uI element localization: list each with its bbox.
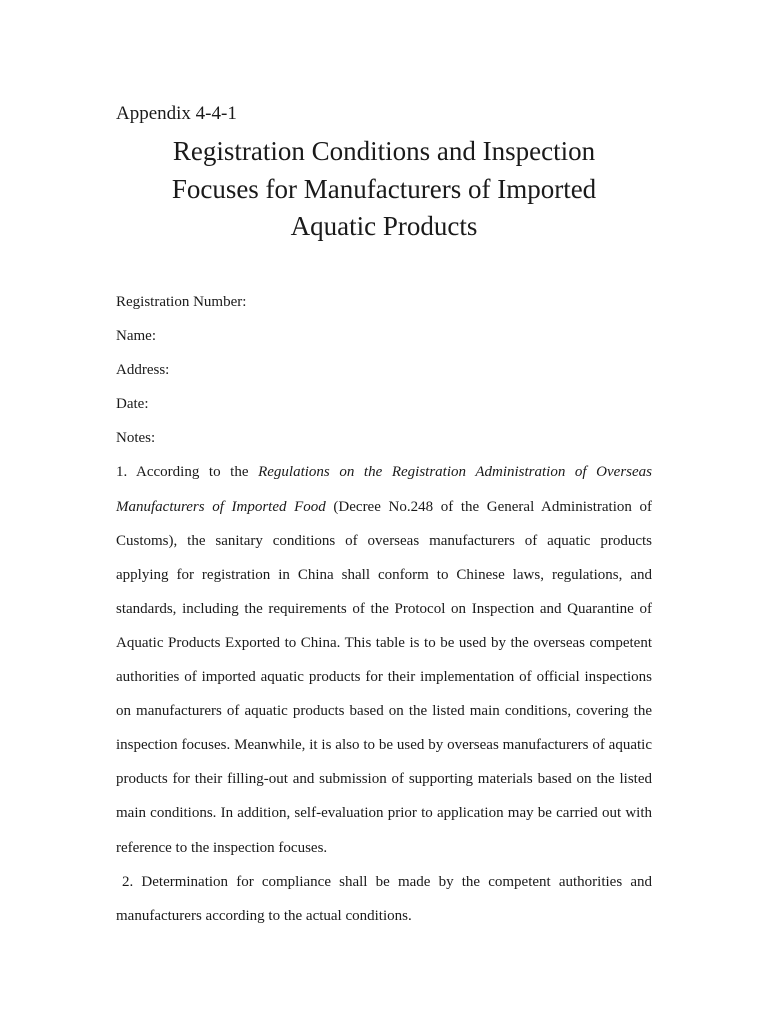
appendix-label: Appendix 4-4-1 (116, 103, 237, 124)
note-2-paragraph: 2. Determination for compliance shall be made by the competent authorities and manufacturers according to the actual conditions. (116, 873, 652, 924)
note-1-paragraph (116, 455, 652, 864)
address-field: Address: (116, 362, 170, 379)
title-line-1: Registration Conditions and Inspection (172, 136, 596, 166)
date-field: Date: (116, 396, 149, 413)
note-1-prefix: 1. According to the (116, 464, 259, 481)
name-field: Name: (116, 328, 156, 345)
document-title (116, 133, 652, 246)
regulation-title: Regulations on the Registration Administration of Overseas Manufacturers of Imported Food (116, 464, 653, 515)
note-1-body: (Decree No.248 of the General Administration of Customs), the sanitary conditions of overseas manufacturers of aquatic products applying for registration in China shall conform to Chinese laws, regulations, and standards, including the requirements of the Protocol on Inspection and Quarantine of Aquatic Products Exported to China. This table is to be used by the overseas competent authorities of imported aquatic products for their implementation of official inspections on manufacturers of aquatic products based on the listed main conditions, covering the inspection focuses. Meanwhile, it is also to be used by overseas manufacturers of aquatic products for their filling-out and submission of supporting materials based on the listed main conditions. In addition, self-evaluation prior to application may be carried out with reference to the inspection focuses. (116, 498, 652, 856)
notes-heading: Notes: (116, 430, 156, 447)
document-body (116, 285, 652, 933)
title-line-3: Aquatic Products (290, 211, 478, 241)
title-line-2: Focuses for Manufacturers of Imported (171, 173, 597, 204)
registration-number-field: Registration Number: (116, 294, 247, 310)
